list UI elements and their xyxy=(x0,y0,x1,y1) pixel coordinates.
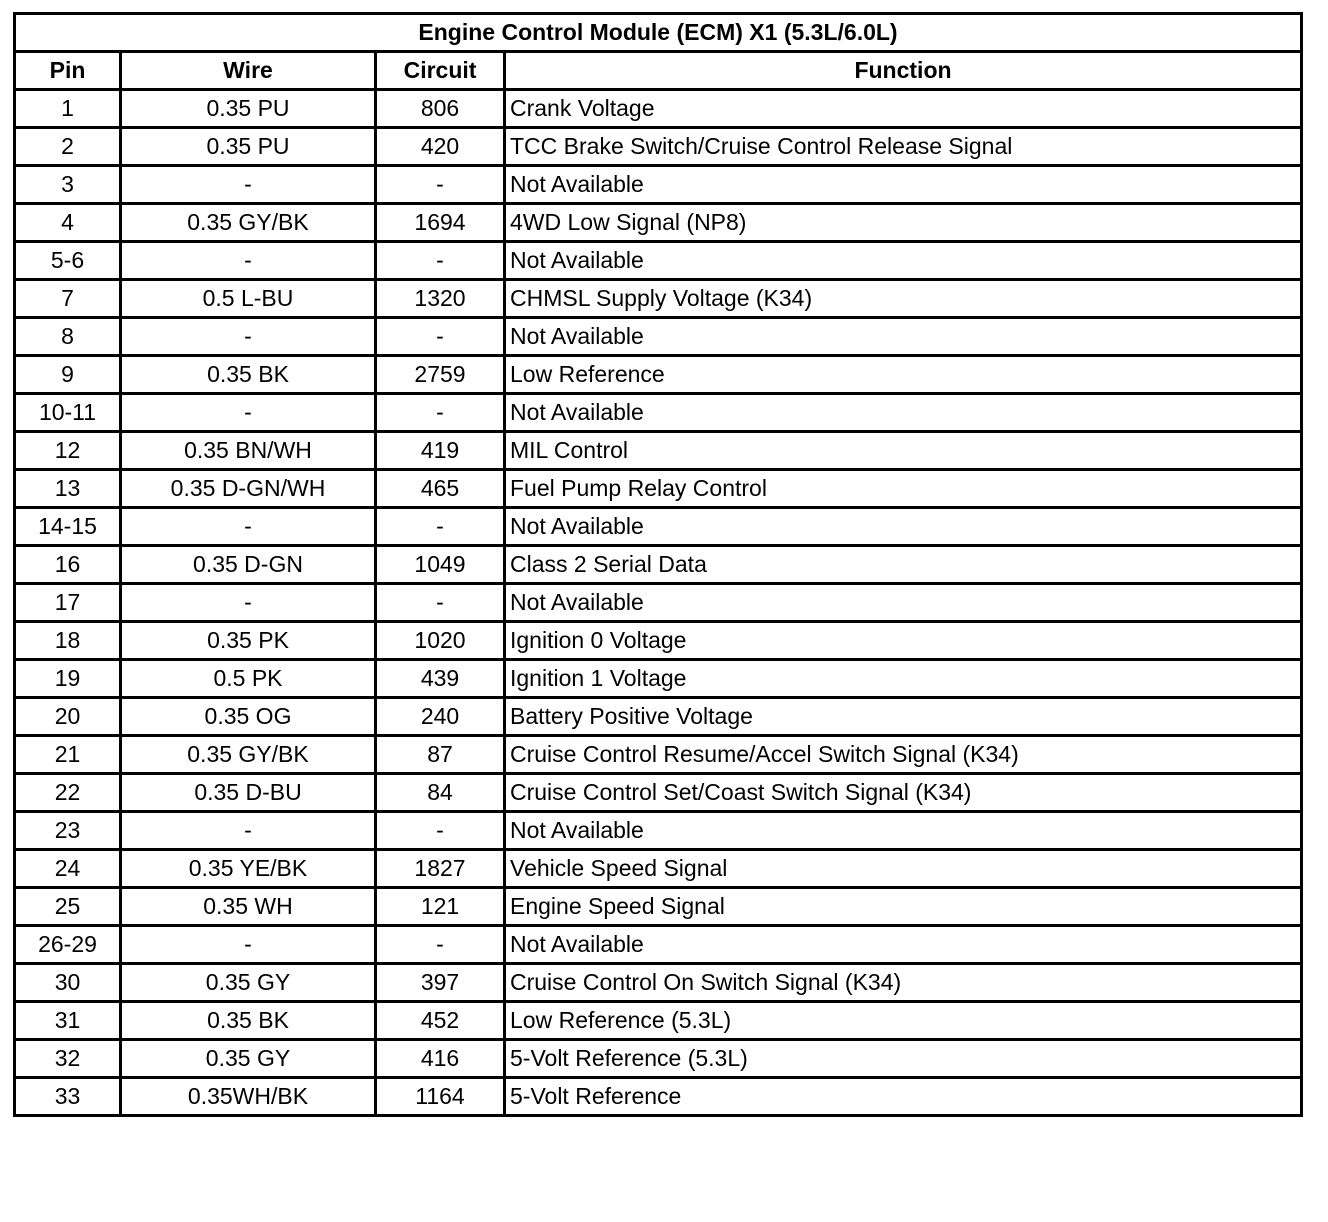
cell-function: Low Reference xyxy=(505,356,1302,394)
cell-function: Not Available xyxy=(505,394,1302,432)
cell-wire: 0.35 D-GN/WH xyxy=(121,470,376,508)
cell-circuit: - xyxy=(376,812,505,850)
table-row xyxy=(15,622,1302,660)
table-row xyxy=(15,1078,1302,1116)
cell-wire: 0.35 PU xyxy=(121,90,376,128)
cell-circuit: 1020 xyxy=(376,622,505,660)
cell-circuit: 806 xyxy=(376,90,505,128)
table-row xyxy=(15,584,1302,622)
table-row xyxy=(15,926,1302,964)
cell-pin: 22 xyxy=(15,774,121,812)
cell-circuit: 419 xyxy=(376,432,505,470)
header-pin: Pin xyxy=(15,52,121,90)
cell-function: Ignition 0 Voltage xyxy=(505,622,1302,660)
cell-pin: 10-11 xyxy=(15,394,121,432)
table-row xyxy=(15,1040,1302,1078)
table-row xyxy=(15,774,1302,812)
cell-pin: 5-6 xyxy=(15,242,121,280)
cell-pin: 13 xyxy=(15,470,121,508)
cell-function: Class 2 Serial Data xyxy=(505,546,1302,584)
cell-wire: 0.35WH/BK xyxy=(121,1078,376,1116)
table-row xyxy=(15,394,1302,432)
cell-circuit: - xyxy=(376,242,505,280)
cell-circuit: 1694 xyxy=(376,204,505,242)
cell-function: CHMSL Supply Voltage (K34) xyxy=(505,280,1302,318)
cell-function: 4WD Low Signal (NP8) xyxy=(505,204,1302,242)
cell-circuit: - xyxy=(376,166,505,204)
cell-function: Cruise Control Resume/Accel Switch Signal (K34) xyxy=(505,736,1302,774)
cell-circuit: - xyxy=(376,926,505,964)
cell-function: Not Available xyxy=(505,812,1302,850)
table-row xyxy=(15,660,1302,698)
cell-circuit: 439 xyxy=(376,660,505,698)
cell-wire: 0.35 GY/BK xyxy=(121,204,376,242)
table-row xyxy=(15,432,1302,470)
table-row xyxy=(15,166,1302,204)
cell-wire: 0.35 WH xyxy=(121,888,376,926)
table-row xyxy=(15,470,1302,508)
cell-wire: 0.35 BK xyxy=(121,356,376,394)
cell-pin: 14-15 xyxy=(15,508,121,546)
cell-pin: 25 xyxy=(15,888,121,926)
cell-circuit: 121 xyxy=(376,888,505,926)
cell-wire: 0.35 BK xyxy=(121,1002,376,1040)
cell-wire: 0.35 GY xyxy=(121,964,376,1002)
cell-circuit: 465 xyxy=(376,470,505,508)
cell-pin: 16 xyxy=(15,546,121,584)
table-row xyxy=(15,204,1302,242)
cell-circuit: 397 xyxy=(376,964,505,1002)
cell-function: Cruise Control On Switch Signal (K34) xyxy=(505,964,1302,1002)
cell-circuit: 416 xyxy=(376,1040,505,1078)
cell-circuit: 420 xyxy=(376,128,505,166)
cell-pin: 30 xyxy=(15,964,121,1002)
cell-function: Crank Voltage xyxy=(505,90,1302,128)
cell-function: Not Available xyxy=(505,926,1302,964)
cell-function: MIL Control xyxy=(505,432,1302,470)
table-row xyxy=(15,1002,1302,1040)
cell-pin: 33 xyxy=(15,1078,121,1116)
table-row xyxy=(15,356,1302,394)
cell-wire: - xyxy=(121,508,376,546)
cell-pin: 7 xyxy=(15,280,121,318)
cell-circuit: - xyxy=(376,394,505,432)
cell-function: Not Available xyxy=(505,166,1302,204)
table-row xyxy=(15,242,1302,280)
cell-function: Vehicle Speed Signal xyxy=(505,850,1302,888)
cell-wire: - xyxy=(121,812,376,850)
cell-pin: 26-29 xyxy=(15,926,121,964)
cell-function: 5-Volt Reference (5.3L) xyxy=(505,1040,1302,1078)
table-row xyxy=(15,280,1302,318)
cell-circuit: 240 xyxy=(376,698,505,736)
header-function: Function xyxy=(505,52,1302,90)
cell-function: TCC Brake Switch/Cruise Control Release Signal xyxy=(505,128,1302,166)
table-row xyxy=(15,850,1302,888)
table-row xyxy=(15,318,1302,356)
cell-circuit: 1164 xyxy=(376,1078,505,1116)
cell-function: Low Reference (5.3L) xyxy=(505,1002,1302,1040)
cell-wire: 0.35 GY xyxy=(121,1040,376,1078)
table-row xyxy=(15,698,1302,736)
cell-function: Not Available xyxy=(505,318,1302,356)
cell-circuit: 1827 xyxy=(376,850,505,888)
cell-wire: - xyxy=(121,394,376,432)
cell-circuit: - xyxy=(376,584,505,622)
cell-pin: 9 xyxy=(15,356,121,394)
cell-pin: 24 xyxy=(15,850,121,888)
cell-wire: 0.35 BN/WH xyxy=(121,432,376,470)
table-row xyxy=(15,964,1302,1002)
table-title: Engine Control Module (ECM) X1 (5.3L/6.0L) xyxy=(15,14,1302,52)
cell-pin: 21 xyxy=(15,736,121,774)
table-row xyxy=(15,90,1302,128)
cell-wire: - xyxy=(121,242,376,280)
cell-pin: 31 xyxy=(15,1002,121,1040)
cell-wire: 0.35 YE/BK xyxy=(121,850,376,888)
cell-circuit: - xyxy=(376,508,505,546)
cell-pin: 2 xyxy=(15,128,121,166)
cell-function: Fuel Pump Relay Control xyxy=(505,470,1302,508)
table-row xyxy=(15,812,1302,850)
cell-pin: 23 xyxy=(15,812,121,850)
table-title-row xyxy=(15,14,1302,52)
cell-pin: 4 xyxy=(15,204,121,242)
cell-circuit: 87 xyxy=(376,736,505,774)
cell-wire: 0.35 PU xyxy=(121,128,376,166)
cell-wire: - xyxy=(121,926,376,964)
cell-wire: 0.5 PK xyxy=(121,660,376,698)
table-row xyxy=(15,546,1302,584)
cell-pin: 18 xyxy=(15,622,121,660)
cell-wire: - xyxy=(121,584,376,622)
cell-pin: 8 xyxy=(15,318,121,356)
header-wire: Wire xyxy=(121,52,376,90)
cell-pin: 32 xyxy=(15,1040,121,1078)
cell-function: Battery Positive Voltage xyxy=(505,698,1302,736)
cell-pin: 17 xyxy=(15,584,121,622)
cell-circuit: 452 xyxy=(376,1002,505,1040)
cell-function: Not Available xyxy=(505,508,1302,546)
cell-function: 5-Volt Reference xyxy=(505,1078,1302,1116)
cell-pin: 12 xyxy=(15,432,121,470)
cell-wire: 0.35 D-BU xyxy=(121,774,376,812)
cell-function: Not Available xyxy=(505,584,1302,622)
cell-pin: 20 xyxy=(15,698,121,736)
cell-circuit: 1049 xyxy=(376,546,505,584)
cell-circuit: 84 xyxy=(376,774,505,812)
cell-wire: 0.35 D-GN xyxy=(121,546,376,584)
cell-wire: 0.35 PK xyxy=(121,622,376,660)
table-header-row xyxy=(15,52,1302,90)
table-row xyxy=(15,736,1302,774)
table-row xyxy=(15,888,1302,926)
header-circuit: Circuit xyxy=(376,52,505,90)
cell-circuit: 2759 xyxy=(376,356,505,394)
cell-function: Engine Speed Signal xyxy=(505,888,1302,926)
cell-pin: 1 xyxy=(15,90,121,128)
cell-function: Cruise Control Set/Coast Switch Signal (K34) xyxy=(505,774,1302,812)
table-row xyxy=(15,508,1302,546)
cell-circuit: 1320 xyxy=(376,280,505,318)
cell-function: Not Available xyxy=(505,242,1302,280)
cell-wire: - xyxy=(121,166,376,204)
table-body xyxy=(15,90,1302,1116)
cell-circuit: - xyxy=(376,318,505,356)
connector-pinout-table xyxy=(13,12,1303,1117)
cell-wire: 0.35 OG xyxy=(121,698,376,736)
table-row xyxy=(15,128,1302,166)
cell-pin: 19 xyxy=(15,660,121,698)
cell-wire: - xyxy=(121,318,376,356)
cell-wire: 0.35 GY/BK xyxy=(121,736,376,774)
cell-function: Ignition 1 Voltage xyxy=(505,660,1302,698)
cell-pin: 3 xyxy=(15,166,121,204)
cell-wire: 0.5 L-BU xyxy=(121,280,376,318)
